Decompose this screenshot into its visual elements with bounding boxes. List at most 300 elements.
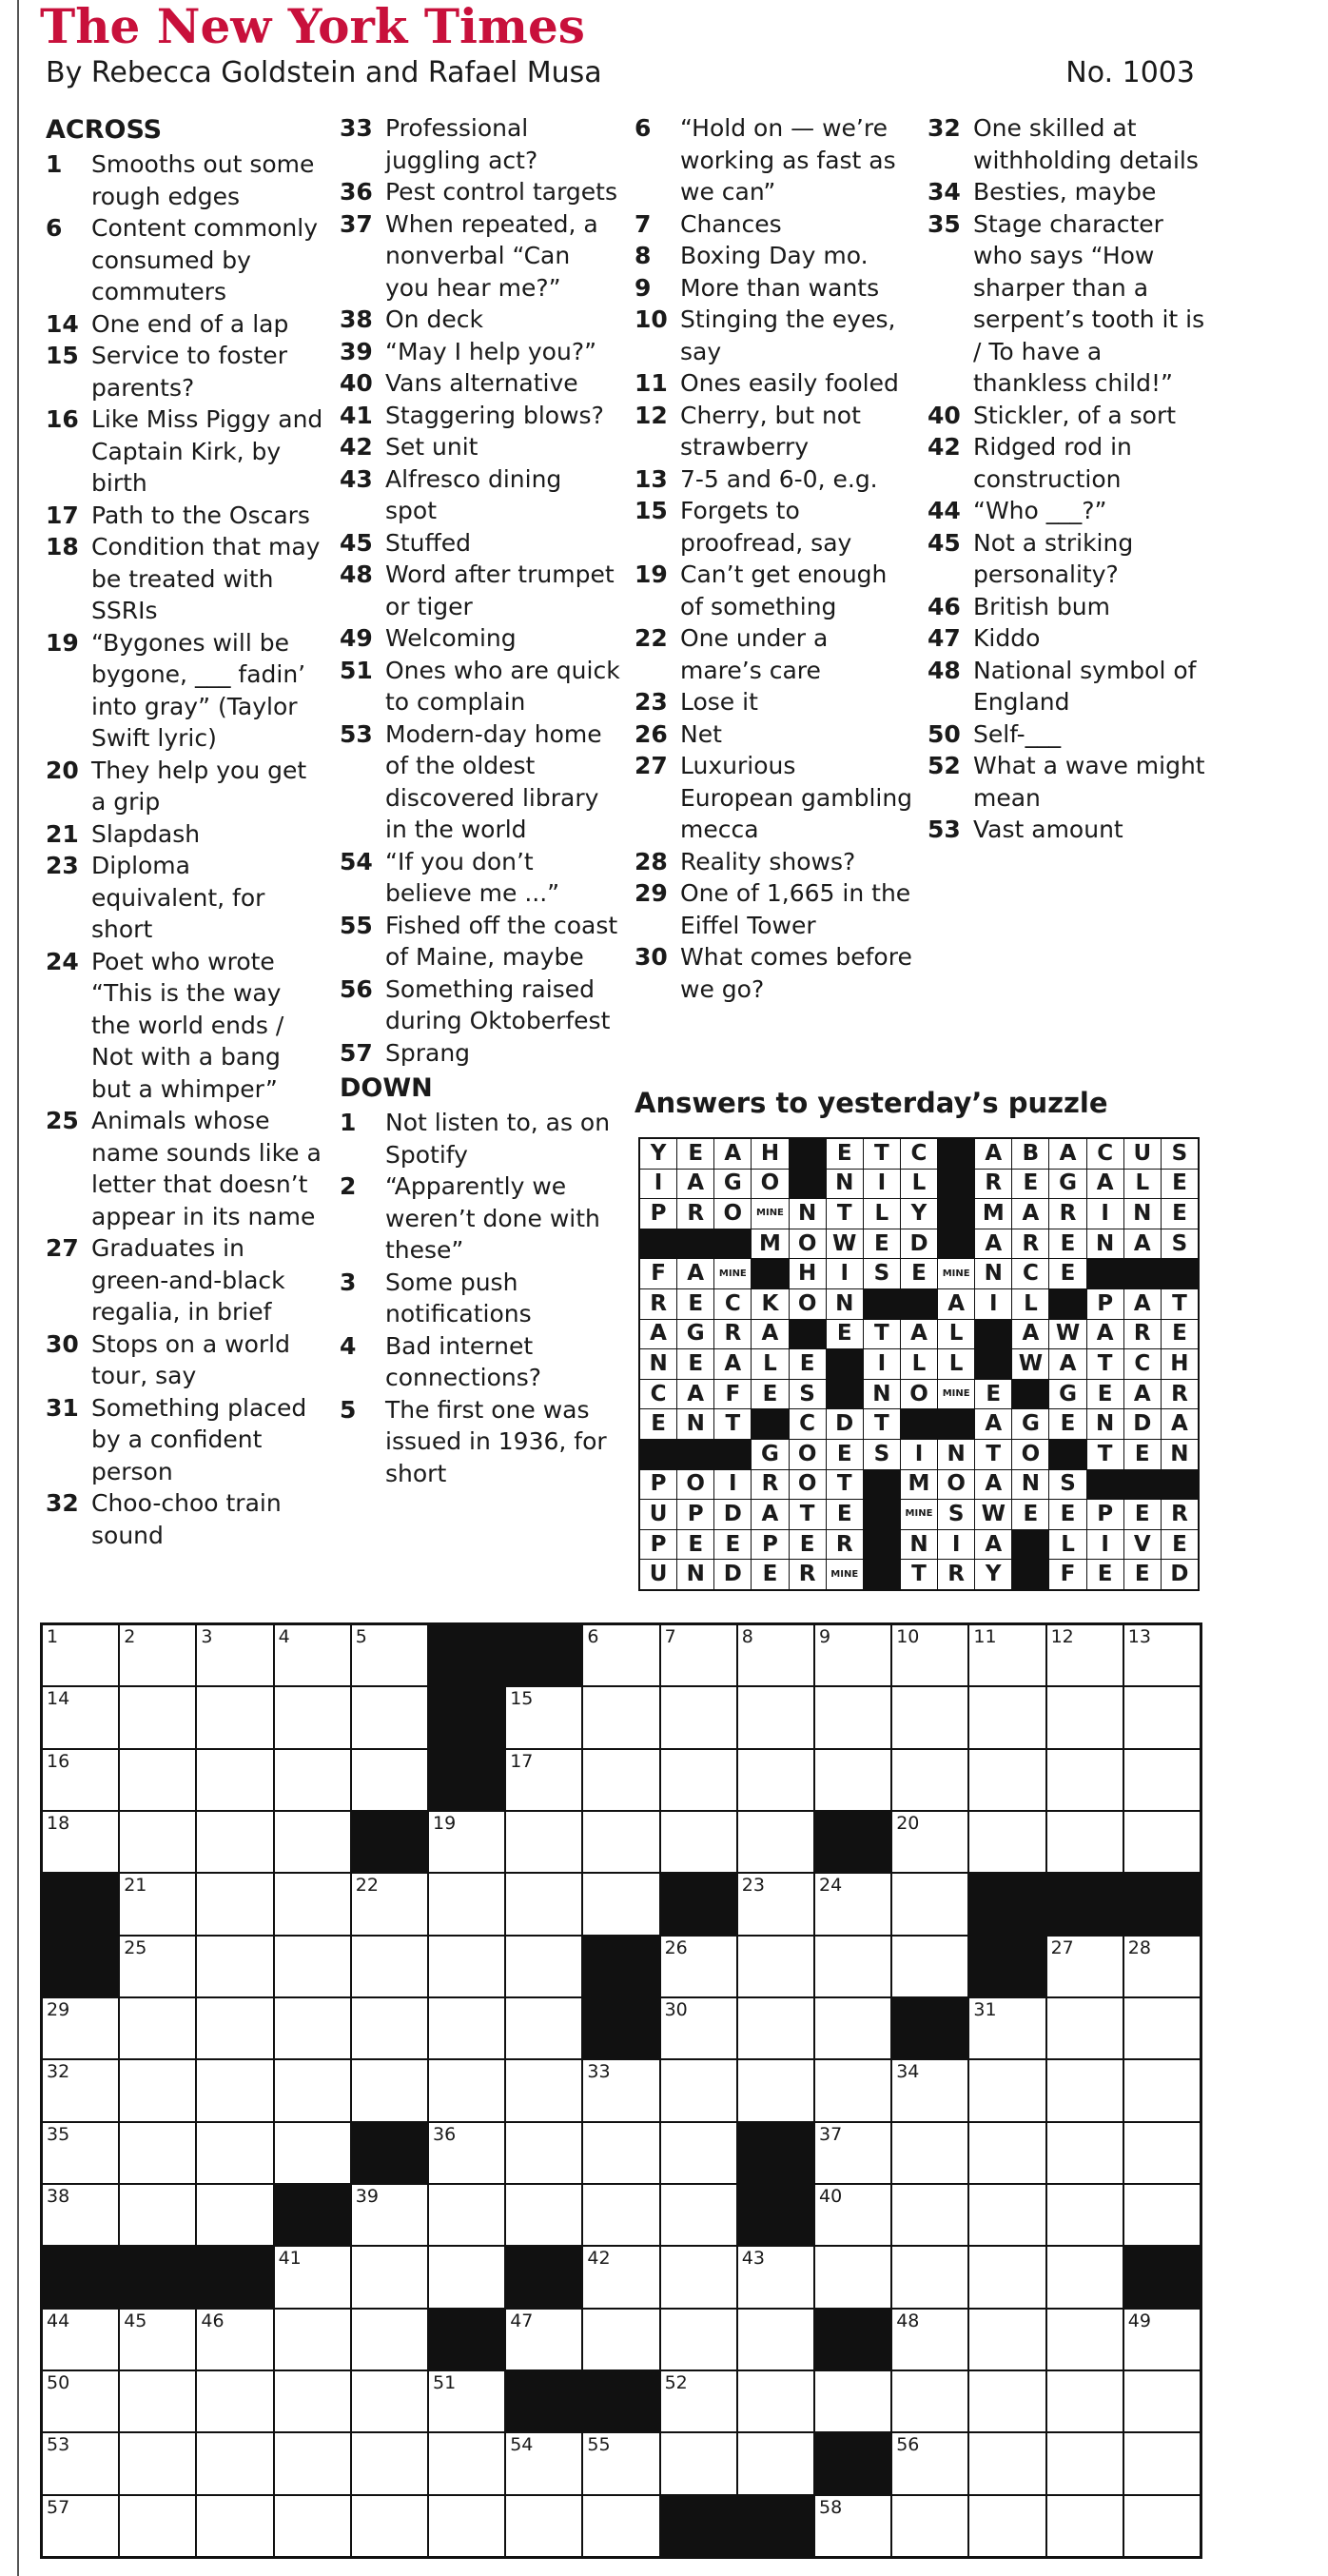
grid-cell[interactable] xyxy=(506,2496,581,2556)
grid-cell[interactable] xyxy=(1047,2496,1123,2556)
grid-cell[interactable] xyxy=(892,1812,967,1872)
grid-cell[interactable] xyxy=(275,2496,350,2556)
cell-number: 6 xyxy=(587,1626,599,1647)
grid-cell[interactable] xyxy=(1124,1937,1200,1996)
grid-cell[interactable] xyxy=(892,2247,967,2307)
across-clue-33[interactable] xyxy=(340,112,620,176)
grid-cell[interactable] xyxy=(275,2310,350,2370)
grid-cell[interactable] xyxy=(43,2185,118,2245)
grid-cell[interactable] xyxy=(738,2060,813,2120)
across-clue-51[interactable] xyxy=(340,655,620,718)
grid-cell[interactable] xyxy=(1124,2060,1200,2120)
answer-black-square xyxy=(1162,1259,1198,1288)
answer-cell: D xyxy=(1124,1409,1161,1439)
grid-cell[interactable] xyxy=(275,2371,350,2431)
grid-cell[interactable] xyxy=(352,2247,427,2307)
black-square xyxy=(583,1937,658,1996)
across-clue-14[interactable] xyxy=(46,308,326,341)
down-clue-32[interactable] xyxy=(928,112,1208,176)
down-clue-47[interactable] xyxy=(928,622,1208,655)
grid-cell[interactable] xyxy=(892,2310,967,2370)
grid-cell[interactable] xyxy=(1047,2060,1123,2120)
across-clue-36[interactable] xyxy=(340,176,620,208)
down-clue-4[interactable] xyxy=(340,1330,620,1394)
grid-cell[interactable] xyxy=(738,1687,813,1747)
grid-cell[interactable] xyxy=(969,2060,1045,2120)
grid-cell[interactable] xyxy=(275,1625,350,1685)
grid-cell[interactable] xyxy=(815,1998,890,2058)
clue-number: 17 xyxy=(46,501,79,529)
grid-cell[interactable] xyxy=(120,2433,195,2493)
grid-cell[interactable] xyxy=(506,1750,581,1810)
grid-cell[interactable] xyxy=(197,1687,272,1747)
grid-cell[interactable] xyxy=(1047,2123,1123,2183)
grid-cell[interactable] xyxy=(43,1625,118,1685)
grid-cell[interactable] xyxy=(969,2310,1045,2370)
grid-cell[interactable] xyxy=(661,2247,736,2307)
down-clue-6[interactable] xyxy=(635,112,915,208)
grid-cell[interactable] xyxy=(969,2433,1045,2493)
grid-cell[interactable] xyxy=(583,1687,658,1747)
down-clue-8[interactable] xyxy=(635,240,915,272)
grid-cell[interactable] xyxy=(583,2247,658,2307)
grid-cell[interactable] xyxy=(583,1812,658,1872)
grid-cell[interactable] xyxy=(738,2433,813,2493)
clue-text: What a wave might mean xyxy=(973,752,1205,812)
grid-cell[interactable] xyxy=(969,2123,1045,2183)
grid-cell[interactable] xyxy=(1124,2310,1200,2370)
grid-cell[interactable] xyxy=(815,1750,890,1810)
grid-cell[interactable] xyxy=(815,2060,890,2120)
grid-cell[interactable] xyxy=(506,2060,581,2120)
grid-cell[interactable] xyxy=(197,2123,272,2183)
grid-cell[interactable] xyxy=(275,1874,350,1934)
grid-cell[interactable] xyxy=(661,1625,736,1685)
across-clue-38[interactable] xyxy=(340,304,620,336)
grid-cell[interactable] xyxy=(815,2123,890,2183)
down-clue-7[interactable] xyxy=(635,208,915,241)
grid-cell[interactable] xyxy=(1047,1750,1123,1810)
grid-cell[interactable] xyxy=(1047,2433,1123,2493)
down-clue-19[interactable] xyxy=(635,559,915,622)
grid-cell[interactable] xyxy=(429,2371,504,2431)
down-clue-35[interactable] xyxy=(928,208,1208,400)
grid-cell[interactable] xyxy=(815,1937,890,1996)
grid-cell[interactable] xyxy=(583,1874,658,1934)
across-clue-list xyxy=(340,112,620,1069)
clue-number: 35 xyxy=(928,209,961,238)
grid-cell[interactable] xyxy=(275,2247,350,2307)
across-clue-56[interactable] xyxy=(340,973,620,1037)
across-clue-30[interactable] xyxy=(46,1328,326,1392)
down-clue-9[interactable] xyxy=(635,272,915,305)
grid-cell[interactable] xyxy=(197,1874,272,1934)
grid-cell[interactable] xyxy=(738,1998,813,2058)
grid-cell[interactable] xyxy=(275,1937,350,1996)
crossword-grid[interactable] xyxy=(40,1622,1202,2559)
across-clue-17[interactable] xyxy=(46,500,326,532)
grid-cell[interactable] xyxy=(429,2060,504,2120)
grid-cell[interactable] xyxy=(969,2371,1045,2431)
down-clue-50[interactable] xyxy=(928,718,1208,751)
grid-cell[interactable] xyxy=(969,1687,1045,1747)
grid-cell[interactable] xyxy=(892,2123,967,2183)
grid-cell[interactable] xyxy=(1047,2371,1123,2431)
grid-cell[interactable] xyxy=(352,2371,427,2431)
grid-cell[interactable] xyxy=(583,2496,658,2556)
grid-cell[interactable] xyxy=(1124,2123,1200,2183)
grid-cell[interactable] xyxy=(661,1937,736,1996)
grid-cell[interactable] xyxy=(815,2247,890,2307)
grid-cell[interactable] xyxy=(506,2310,581,2370)
cell-number: 10 xyxy=(896,1626,920,1647)
grid-cell[interactable] xyxy=(969,2247,1045,2307)
cell-number: 20 xyxy=(896,1812,920,1834)
down-clue-12[interactable] xyxy=(635,400,915,463)
grid-cell[interactable] xyxy=(1124,1812,1200,1872)
down-clue-5[interactable] xyxy=(340,1394,620,1490)
grid-cell[interactable] xyxy=(197,2433,272,2493)
grid-cell[interactable] xyxy=(583,1625,658,1685)
down-clue-34[interactable] xyxy=(928,176,1208,208)
grid-cell[interactable] xyxy=(275,1998,350,2058)
grid-cell[interactable] xyxy=(197,1998,272,2058)
grid-cell[interactable] xyxy=(43,2123,118,2183)
grid-cell[interactable] xyxy=(429,2496,504,2556)
across-clue-55[interactable] xyxy=(340,910,620,973)
across-clue-45[interactable] xyxy=(340,527,620,560)
across-clue-21[interactable] xyxy=(46,818,326,851)
cell-number: 51 xyxy=(432,2371,457,2393)
across-clue-48[interactable] xyxy=(340,559,620,622)
grid-cell[interactable] xyxy=(197,2185,272,2245)
grid-cell[interactable] xyxy=(275,2433,350,2493)
grid-cell[interactable] xyxy=(815,2371,890,2431)
answer-cell: N xyxy=(1124,1199,1161,1229)
cell-number: 43 xyxy=(741,2248,765,2270)
clue-text: Reality shows? xyxy=(680,847,856,875)
grid-cell[interactable] xyxy=(1047,2247,1123,2307)
across-clue-43[interactable] xyxy=(340,463,620,527)
grid-cell[interactable] xyxy=(1047,1687,1123,1747)
grid-cell[interactable] xyxy=(506,1937,581,1996)
grid-cell[interactable] xyxy=(506,1687,581,1747)
grid-cell[interactable] xyxy=(43,2496,118,2556)
down-clue-29[interactable] xyxy=(635,877,915,941)
clue-text: Slapdash xyxy=(91,819,201,848)
grid-cell[interactable] xyxy=(506,1874,581,1934)
grid-cell[interactable] xyxy=(661,2371,736,2431)
down-clue-11[interactable] xyxy=(635,367,915,400)
answer-cell: A xyxy=(1049,1349,1085,1379)
grid-cell[interactable] xyxy=(969,2496,1045,2556)
clue-text: Kiddo xyxy=(973,624,1041,652)
grid-cell[interactable] xyxy=(1124,2496,1200,2556)
across-clue-54[interactable] xyxy=(340,846,620,910)
grid-cell[interactable] xyxy=(661,1687,736,1747)
grid-cell[interactable] xyxy=(197,1750,272,1810)
clue-text: Professional juggling act? xyxy=(385,114,538,174)
grid-cell[interactable] xyxy=(43,2060,118,2120)
grid-cell[interactable] xyxy=(197,2060,272,2120)
grid-cell[interactable] xyxy=(892,2185,967,2245)
grid-cell[interactable] xyxy=(275,2123,350,2183)
answer-cell: N xyxy=(975,1259,1011,1288)
grid-cell[interactable] xyxy=(429,1937,504,1996)
down-clue-53[interactable] xyxy=(928,814,1208,846)
down-clue-26[interactable] xyxy=(635,718,915,751)
across-clue-1[interactable] xyxy=(46,148,326,212)
grid-cell[interactable] xyxy=(583,2060,658,2120)
down-clue-23[interactable] xyxy=(635,686,915,718)
grid-cell[interactable] xyxy=(120,2060,195,2120)
grid-cell[interactable] xyxy=(352,2185,427,2245)
grid-cell[interactable] xyxy=(352,2310,427,2370)
across-clue-53[interactable] xyxy=(340,718,620,846)
across-clue-18[interactable] xyxy=(46,531,326,627)
across-clue-20[interactable] xyxy=(46,755,326,818)
grid-cell[interactable] xyxy=(738,2310,813,2370)
grid-cell[interactable] xyxy=(661,2123,736,2183)
grid-cell[interactable] xyxy=(120,2123,195,2183)
grid-cell[interactable] xyxy=(429,1874,504,1934)
grid-cell[interactable] xyxy=(892,2496,967,2556)
grid-cell[interactable] xyxy=(197,2310,272,2370)
grid-cell[interactable] xyxy=(43,1687,118,1747)
grid-cell[interactable] xyxy=(969,1812,1045,1872)
grid-cell[interactable] xyxy=(1047,1812,1123,1872)
grid-cell[interactable] xyxy=(197,2371,272,2431)
grid-cell[interactable] xyxy=(738,1874,813,1934)
grid-cell[interactable] xyxy=(1124,1687,1200,1747)
down-clue-27[interactable] xyxy=(635,750,915,846)
grid-cell[interactable] xyxy=(352,2496,427,2556)
black-square xyxy=(429,1687,504,1747)
down-clue-22[interactable] xyxy=(635,622,915,686)
across-clue-42[interactable] xyxy=(340,431,620,463)
grid-cell[interactable] xyxy=(969,1750,1045,1810)
grid-cell[interactable] xyxy=(43,1998,118,2058)
across-clue-31[interactable] xyxy=(46,1392,326,1488)
grid-cell[interactable] xyxy=(43,2310,118,2370)
answer-cell: I xyxy=(901,1440,937,1469)
clue-number: 20 xyxy=(46,756,79,784)
across-clue-15[interactable] xyxy=(46,340,326,403)
across-clue-40[interactable] xyxy=(340,367,620,400)
black-square xyxy=(506,2247,581,2307)
answer-black-square xyxy=(975,1320,1011,1349)
grid-cell[interactable] xyxy=(583,2185,658,2245)
grid-cell[interactable] xyxy=(120,1812,195,1872)
grid-cell[interactable] xyxy=(583,1750,658,1810)
grid-cell[interactable] xyxy=(583,2123,658,2183)
down-clue-48[interactable] xyxy=(928,655,1208,718)
across-clue-32[interactable] xyxy=(46,1487,326,1551)
answer-cell: L xyxy=(938,1349,974,1379)
grid-cell[interactable] xyxy=(1047,1998,1123,2058)
grid-cell[interactable] xyxy=(1124,1750,1200,1810)
across-clue-49[interactable] xyxy=(340,622,620,655)
down-clue-13[interactable] xyxy=(635,463,915,496)
grid-cell[interactable] xyxy=(815,1625,890,1685)
grid-cell[interactable] xyxy=(275,1687,350,1747)
grid-cell[interactable] xyxy=(892,1687,967,1747)
grid-cell[interactable] xyxy=(661,2060,736,2120)
grid-cell[interactable] xyxy=(197,1625,272,1685)
answer-cell: E xyxy=(1049,1229,1085,1259)
down-clue-15[interactable] xyxy=(635,495,915,559)
grid-cell[interactable] xyxy=(429,1998,504,2058)
grid-cell[interactable] xyxy=(738,1937,813,1996)
grid-cell[interactable] xyxy=(120,1687,195,1747)
grid-cell[interactable] xyxy=(1124,1998,1200,2058)
answer-cell: O xyxy=(677,1470,713,1500)
answer-cell: T xyxy=(864,1139,900,1169)
grid-cell[interactable] xyxy=(738,2371,813,2431)
grid-cell[interactable] xyxy=(969,1625,1045,1685)
grid-cell[interactable] xyxy=(120,1874,195,1934)
grid-cell[interactable] xyxy=(815,2185,890,2245)
grid-cell[interactable] xyxy=(892,1937,967,1996)
grid-cell[interactable] xyxy=(197,1937,272,1996)
across-clue-19[interactable] xyxy=(46,627,326,755)
down-clue-28[interactable] xyxy=(635,846,915,878)
answer-cell: E xyxy=(714,1530,751,1560)
grid-cell[interactable] xyxy=(583,2433,658,2493)
grid-cell[interactable] xyxy=(738,2247,813,2307)
grid-cell[interactable] xyxy=(1124,2371,1200,2431)
grid-cell[interactable] xyxy=(583,2310,658,2370)
grid-cell[interactable] xyxy=(197,2496,272,2556)
across-clue-57[interactable] xyxy=(340,1037,620,1070)
grid-cell[interactable] xyxy=(352,1625,427,1685)
down-clue-45[interactable] xyxy=(928,527,1208,591)
grid-cell[interactable] xyxy=(738,1812,813,1872)
grid-cell[interactable] xyxy=(43,1750,118,1810)
grid-cell[interactable] xyxy=(275,1750,350,1810)
answer-cell: E xyxy=(1049,1259,1085,1288)
down-clue-30[interactable] xyxy=(635,941,915,1005)
grid-cell[interactable] xyxy=(352,1937,427,1996)
grid-cell[interactable] xyxy=(120,2371,195,2431)
across-clue-24[interactable] xyxy=(46,946,326,1106)
black-square xyxy=(429,2310,504,2370)
grid-cell[interactable] xyxy=(120,1937,195,1996)
answer-cell: D xyxy=(714,1500,751,1529)
grid-cell[interactable] xyxy=(43,2433,118,2493)
across-clue-37[interactable] xyxy=(340,208,620,305)
grid-cell[interactable] xyxy=(1047,2310,1123,2370)
grid-cell[interactable] xyxy=(661,2433,736,2493)
down-clue-52[interactable] xyxy=(928,750,1208,814)
grid-cell[interactable] xyxy=(815,2496,890,2556)
grid-cell[interactable] xyxy=(429,2433,504,2493)
grid-cell[interactable] xyxy=(1124,1625,1200,1685)
grid-cell[interactable] xyxy=(506,2433,581,2493)
down-clue-42[interactable] xyxy=(928,431,1208,495)
grid-cell[interactable] xyxy=(506,2185,581,2245)
grid-cell[interactable] xyxy=(892,2433,967,2493)
across-clue-6[interactable] xyxy=(46,212,326,308)
grid-cell[interactable] xyxy=(661,2185,736,2245)
grid-cell[interactable] xyxy=(120,1625,195,1685)
grid-cell[interactable] xyxy=(429,2185,504,2245)
grid-cell[interactable] xyxy=(892,1750,967,1810)
down-clue-10[interactable] xyxy=(635,304,915,367)
grid-cell[interactable] xyxy=(1047,2185,1123,2245)
across-clue-23[interactable] xyxy=(46,850,326,946)
across-clue-39[interactable] xyxy=(340,336,620,368)
grid-cell[interactable] xyxy=(352,1750,427,1810)
grid-cell[interactable] xyxy=(892,2060,967,2120)
answer-black-square xyxy=(1162,1470,1198,1500)
grid-cell[interactable] xyxy=(892,1874,967,1934)
grid-cell[interactable] xyxy=(892,2371,967,2431)
across-clue-41[interactable] xyxy=(340,400,620,432)
cell-number: 47 xyxy=(510,2310,534,2331)
grid-cell[interactable] xyxy=(506,1812,581,1872)
down-clue-40[interactable] xyxy=(928,400,1208,432)
grid-cell[interactable] xyxy=(275,2060,350,2120)
grid-cell[interactable] xyxy=(815,1874,890,1934)
grid-cell[interactable] xyxy=(506,2123,581,2183)
grid-cell[interactable] xyxy=(1047,1625,1123,1685)
grid-cell[interactable] xyxy=(43,1812,118,1872)
grid-cell[interactable] xyxy=(661,1750,736,1810)
grid-cell[interactable] xyxy=(352,1687,427,1747)
grid-cell[interactable] xyxy=(969,2185,1045,2245)
grid-cell[interactable] xyxy=(352,2060,427,2120)
grid-cell[interactable] xyxy=(429,2247,504,2307)
grid-cell[interactable] xyxy=(43,2371,118,2431)
grid-cell[interactable] xyxy=(275,1812,350,1872)
grid-cell[interactable] xyxy=(661,1998,736,2058)
grid-cell[interactable] xyxy=(969,1998,1045,2058)
grid-cell[interactable] xyxy=(352,2433,427,2493)
grid-cell[interactable] xyxy=(120,2185,195,2245)
grid-cell[interactable] xyxy=(197,1812,272,1872)
grid-cell[interactable] xyxy=(429,2123,504,2183)
grid-cell[interactable] xyxy=(120,1750,195,1810)
down-clue-46[interactable] xyxy=(928,591,1208,623)
grid-cell[interactable] xyxy=(120,1998,195,2058)
grid-cell[interactable] xyxy=(661,2310,736,2370)
grid-cell[interactable] xyxy=(120,2496,195,2556)
grid-cell[interactable] xyxy=(120,2310,195,2370)
down-clue-3[interactable] xyxy=(340,1267,620,1330)
clue-number: 30 xyxy=(635,943,668,971)
grid-cell[interactable] xyxy=(352,1874,427,1934)
across-clue-16[interactable] xyxy=(46,403,326,500)
across-clue-25[interactable] xyxy=(46,1105,326,1232)
grid-cell[interactable] xyxy=(1124,2433,1200,2493)
grid-cell[interactable] xyxy=(815,1687,890,1747)
down-clue-44[interactable] xyxy=(928,495,1208,527)
grid-cell[interactable] xyxy=(429,1812,504,1872)
answer-cell: T xyxy=(864,1320,900,1349)
grid-cell[interactable] xyxy=(1047,1937,1123,1996)
grid-cell[interactable] xyxy=(352,1998,427,2058)
grid-cell[interactable] xyxy=(738,1750,813,1810)
grid-cell[interactable] xyxy=(661,1812,736,1872)
grid-cell[interactable] xyxy=(892,1625,967,1685)
grid-cell[interactable] xyxy=(1124,2185,1200,2245)
down-clue-1[interactable] xyxy=(340,1107,620,1170)
down-clue-2[interactable] xyxy=(340,1170,620,1267)
grid-cell[interactable] xyxy=(506,1998,581,2058)
across-clue-27[interactable] xyxy=(46,1232,326,1328)
grid-cell[interactable] xyxy=(738,1625,813,1685)
